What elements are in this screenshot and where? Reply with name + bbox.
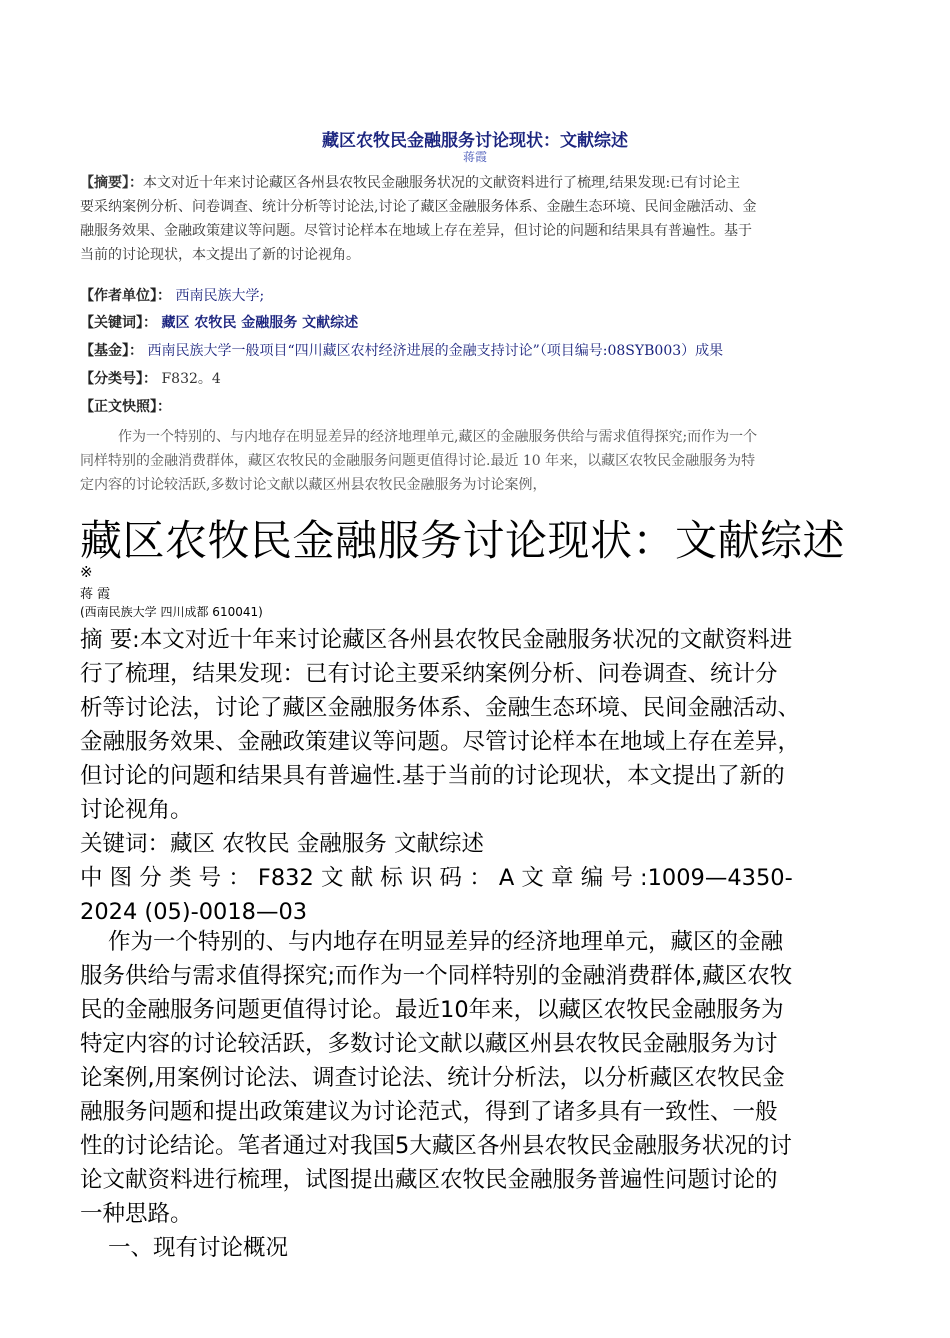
fund-link[interactable]: 西南民族大学一般项目“四川藏区农村经济进展的金融支持讨论”（项目编号:08SYB003）成果: [147, 343, 724, 359]
article-abstract-line: 但讨论的问题和结果具有普遍性.基于当前的讨论现状，本文提出了新的: [80, 763, 785, 789]
body-line: 特定内容的讨论较活跃，多数讨论文献以藏区州县农牧民金融服务为讨: [80, 1031, 778, 1057]
body-line: 民的金融服务问题更值得讨论。最近10年来，以藏区农牧民金融服务为: [80, 997, 784, 1023]
listing-title[interactable]: 藏区农牧民金融服务讨论现状：文献综述: [322, 131, 628, 151]
article-abstract-line: 行了梳理，结果发现：已有讨论主要采纳案例分析、问卷调查、统计分: [80, 661, 778, 687]
article-abstract-line: 析等讨论法，讨论了藏区金融服务体系、金融生态环境、民间金融活动、: [80, 695, 801, 721]
class-value: F832。4: [161, 371, 221, 387]
body-line: 性的讨论结论。笔者通过对我国5大藏区各州县农牧民金融服务状况的讨: [80, 1133, 792, 1159]
keywords-links[interactable]: 藏区 农牧民 金融服务 文献综述: [161, 315, 359, 331]
body-line: 论案例,用案例讨论法、调查讨论法、统计分析法，以分析藏区农牧民金: [80, 1065, 785, 1091]
body-line: 一种思路。: [80, 1201, 193, 1227]
snapshot-line-1: 作为一个特别的、与内地存在明显差异的经济地理单元,藏区的金融服务供给与需求值得探究;而作为一个: [118, 429, 758, 445]
abstract-text-1: 本文对近十年来讨论藏区各州县农牧民金融服务状况的文献资料进行了梳理,结果发现:已有讨论主: [143, 175, 741, 191]
snapshot-row: [80, 396, 880, 418]
article-abstract: [80, 623, 890, 929]
snapshot-line-3: 定内容的讨论较活跃,多数讨论文献以藏区州县农牧民金融服务为讨论案例，: [80, 477, 547, 493]
listing-abstract: [80, 171, 880, 267]
article-abstract-line: 金融服务效果、金融政策建议等问题。尽管讨论样本在地域上存在差异，: [80, 729, 801, 755]
abstract-label: 【摘要】：: [80, 175, 143, 191]
fund-row: [80, 340, 880, 362]
article-class-line-2: 2024 (05)-0018—03: [80, 899, 308, 925]
class-label: 【分类号】：: [80, 371, 157, 387]
abstract-line-1: [80, 171, 880, 195]
body-line: 论文献资料进行梳理，试图提出藏区农牧民金融服务普遍性问题讨论的: [80, 1167, 778, 1193]
article-abstract-line: 摘 要:本文对近十年来讨论藏区各州县农牧民金融服务状况的文献资料进: [80, 627, 793, 653]
body-line: 融服务问题和提出政策建议为讨论范式，得到了诸多具有一致性、一般: [80, 1099, 778, 1125]
article-affiliation: (西南民族大学 四川成都 610041): [80, 605, 263, 619]
title-note-mark: ※: [80, 563, 93, 581]
body-line: 作为一个特别的、与内地存在明显差异的经济地理单元，藏区的金融: [108, 929, 784, 955]
article-abstract-line: 讨论视角。: [80, 797, 193, 823]
article-author: 蒋 霞: [80, 587, 111, 602]
fund-label: 【基金】：: [80, 343, 143, 359]
class-row: [80, 368, 880, 390]
section-heading: 一、现有讨论概况: [108, 1235, 289, 1261]
author-unit-label: 【作者单位】：: [80, 288, 171, 304]
article-body: [80, 925, 890, 1265]
listing-author[interactable]: 蒋霞: [462, 150, 487, 164]
abstract-line-2: 要采纳案例分析、问卷调查、统计分析等讨论法,讨论了藏区金融服务体系、金融生态环境、民间金融活动、金: [80, 199, 757, 215]
author-unit-row: [80, 285, 880, 307]
article-class-line-1: 中 图 分 类 号 ： F832 文 献 标 识 码 ： A 文 章 编 号 :1009—4350-: [80, 865, 793, 891]
snapshot-label: 【正文快照】：: [80, 399, 171, 415]
keywords-label: 【关键词】：: [80, 315, 157, 331]
abstract-line-4: 当前的讨论现状，本文提出了新的讨论视角。: [80, 247, 360, 263]
keywords-row: [80, 312, 880, 334]
article-keywords: 关键词：藏区 农牧民 金融服务 文献综述: [80, 831, 484, 857]
snapshot-line-2: 同样特别的金融消费群体，藏区农牧民的金融服务问题更值得讨论.最近 10 年来，以藏区农牧民金融服务为特: [80, 453, 756, 469]
abstract-line-3: 融服务效果、金融政策建议等问题。尽管讨论样本在地域上存在差异，但讨论的问题和结果具有普遍性。基于: [80, 223, 752, 239]
body-line: 服务供给与需求值得探究;而作为一个同样特别的金融消费群体,藏区农牧: [80, 963, 793, 989]
article-title: 藏区农牧民金融服务讨论现状：文献综述: [80, 516, 846, 565]
snapshot-text: [80, 425, 880, 497]
author-unit-link[interactable]: 西南民族大学;: [175, 288, 265, 304]
